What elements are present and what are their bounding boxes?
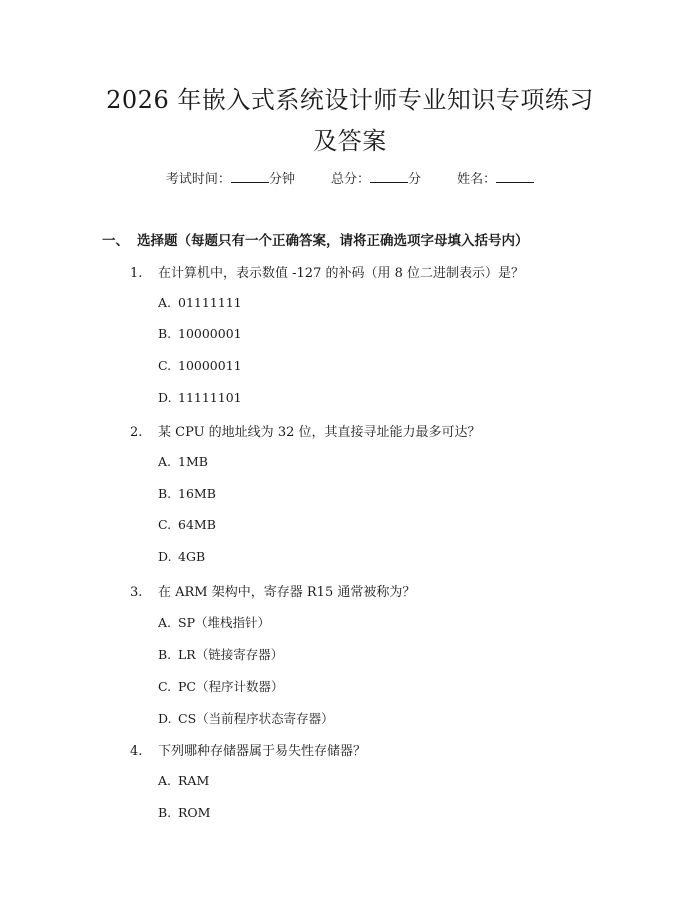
option-letter: D. — [158, 549, 172, 564]
option-letter: C. — [158, 358, 172, 373]
question-text: 在 ARM 架构中，寄存器 R15 通常被称为？ — [158, 585, 416, 600]
name-blank — [496, 170, 534, 183]
question-2-option-a — [158, 454, 208, 469]
option-text: 10000001 — [178, 326, 242, 341]
option-text: RAM — [178, 773, 210, 788]
total-score-unit: 分 — [408, 172, 422, 187]
exam-time-label: 考试时间： — [165, 172, 231, 187]
question-1-option-b — [158, 326, 242, 341]
document-title-line-2: 及答案 — [313, 127, 387, 155]
question-text: 在计算机中，表示数值 -127 的补码（用 8 位二进制表示）是？ — [158, 266, 525, 281]
option-letter: A. — [158, 295, 172, 310]
question-number: 1. — [130, 266, 143, 281]
document-title-line-1: 2026 年嵌入式系统设计师专业知识专项练习 — [106, 86, 594, 114]
section-number: 一、 — [102, 233, 129, 249]
option-letter: B. — [158, 486, 172, 501]
exam-meta — [0, 168, 700, 187]
option-text: ROM — [178, 805, 211, 820]
question-number: 4. — [130, 744, 143, 759]
option-letter: A. — [158, 773, 172, 788]
option-letter: C. — [158, 679, 172, 694]
option-letter: B. — [158, 805, 172, 820]
question-1-option-d — [158, 390, 242, 405]
total-score-blank — [370, 170, 408, 183]
option-text: PC（程序计数器） — [178, 679, 284, 694]
question-4-option-b — [158, 805, 210, 820]
option-text: SP（堆栈指针） — [178, 615, 270, 630]
option-letter: A. — [158, 615, 172, 630]
question-3-option-b — [158, 645, 283, 663]
question-1 — [130, 262, 524, 281]
question-3-option-d — [158, 709, 334, 727]
question-3 — [130, 581, 415, 600]
section-heading — [102, 229, 529, 249]
option-text: 4GB — [178, 549, 206, 564]
question-2-option-b — [158, 486, 216, 501]
question-2-option-c — [158, 517, 216, 532]
option-text: 64MB — [178, 517, 216, 532]
option-letter: D. — [158, 390, 172, 405]
option-letter: D. — [158, 711, 172, 726]
option-letter: C. — [158, 517, 172, 532]
question-4 — [130, 740, 366, 759]
name-field — [457, 168, 534, 187]
option-text: 01111111 — [178, 295, 242, 310]
exam-time-field — [166, 168, 295, 187]
option-letter: B. — [158, 326, 172, 341]
question-text: 某 CPU 的地址线为 32 位，其直接寻址能力最多可达？ — [158, 425, 481, 440]
question-number: 2. — [130, 425, 143, 440]
exam-time-unit: 分钟 — [268, 172, 295, 187]
question-text: 下列哪种存储器属于易失性存储器？ — [158, 744, 367, 759]
question-3-option-c — [158, 677, 283, 695]
option-text: 11111101 — [178, 390, 242, 405]
question-3-option-a — [158, 613, 270, 631]
question-2-option-d — [158, 549, 205, 564]
option-text: LR（链接寄存器） — [178, 647, 284, 662]
section-title: 选择题（每题只有一个正确答案，请将正确选项字母填入括号内） — [137, 233, 529, 249]
total-score-label: 总分： — [330, 172, 370, 187]
question-1-option-a — [158, 295, 242, 310]
option-text: 1MB — [178, 454, 208, 469]
question-2 — [130, 421, 481, 440]
option-letter: B. — [158, 647, 172, 662]
question-4-option-a — [158, 773, 209, 788]
total-score-field — [331, 168, 421, 187]
option-text: CS（当前程序状态寄存器） — [178, 711, 334, 726]
name-label: 姓名： — [457, 172, 497, 187]
option-text: 16MB — [178, 486, 216, 501]
exam-time-blank — [231, 170, 269, 183]
option-letter: A. — [158, 454, 172, 469]
option-text: 10000011 — [178, 358, 242, 373]
question-1-option-c — [158, 358, 242, 373]
question-number: 3. — [130, 585, 143, 600]
